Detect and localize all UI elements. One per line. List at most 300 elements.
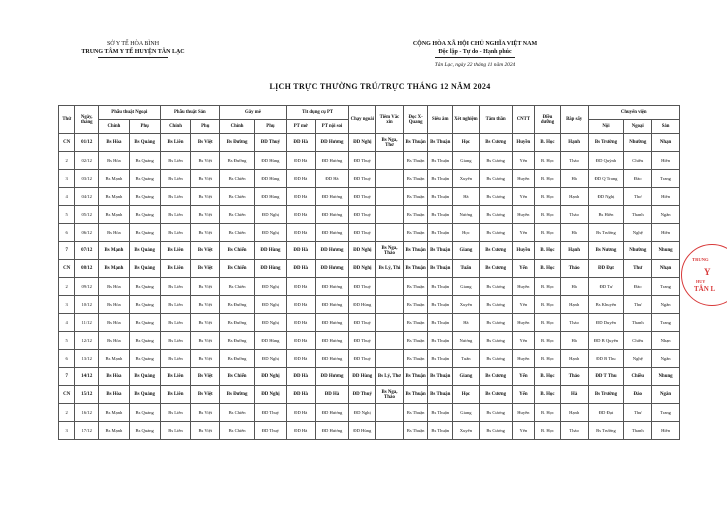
- table-cell: Bs Quảng: [129, 350, 160, 368]
- col-chuyen-vien-san: Sản: [652, 120, 680, 134]
- col-pt-ngoai-phu: Phụ: [129, 120, 160, 134]
- table-cell: Yến: [512, 422, 535, 440]
- table-cell: B. Học: [535, 404, 561, 422]
- table-cell: 2: [59, 404, 75, 422]
- col-gay-me-phu: Phụ: [255, 120, 287, 134]
- table-cell: 10/12: [75, 296, 99, 314]
- table-cell: Bs Thuận: [428, 332, 453, 350]
- table-cell: Bs Việt: [191, 314, 220, 332]
- motto-underline: [435, 57, 515, 58]
- table-cell: Bs Cương: [479, 170, 512, 188]
- table-row: [59, 332, 680, 350]
- table-cell: Bs Đường: [220, 134, 255, 152]
- table-cell: ĐD Hương: [315, 206, 349, 224]
- table-cell: B. Học: [535, 296, 561, 314]
- table-cell: Bs Cương: [479, 134, 512, 152]
- table-row: [59, 314, 680, 332]
- table-cell: B. Học: [535, 332, 561, 350]
- table-cell: ĐD Nghị: [255, 314, 287, 332]
- table-cell: ĐD Duyên: [588, 314, 624, 332]
- table-cell: Bs Việt: [191, 332, 220, 350]
- table-cell: ĐD Hương: [315, 188, 349, 206]
- table-cell: Bs Thuận: [403, 332, 428, 350]
- table-row: [59, 152, 680, 170]
- table-cell: Bs Hòa: [99, 332, 130, 350]
- table-cell: Nhường: [624, 242, 652, 260]
- table-cell: Bs Việt: [191, 260, 220, 278]
- col-tiem-vac-xin: Tiêm Vắc xin: [376, 106, 404, 134]
- table-cell: Bs Mạnh: [99, 422, 130, 440]
- table-cell: Bs Quảng: [129, 314, 160, 332]
- table-row: [59, 170, 680, 188]
- table-cell: Bs Hòa: [99, 278, 130, 296]
- table-cell: Huyền: [512, 206, 535, 224]
- table-cell: ĐD Hùng: [349, 368, 376, 386]
- table-cell: Bs Cương: [479, 260, 512, 278]
- document-date: Tân Lạc, ngày 22 tháng 11 năm 2024: [434, 62, 516, 68]
- table-cell: [376, 350, 404, 368]
- table-cell: ĐD Thuỷ: [255, 422, 287, 440]
- table-cell: 04/12: [75, 188, 99, 206]
- table-cell: Bs Liên: [160, 278, 191, 296]
- roster-body: [59, 134, 680, 440]
- table-cell: Bs Thuận: [403, 260, 428, 278]
- table-cell: Bs Hòa: [99, 386, 130, 404]
- table-cell: B. Học: [535, 206, 561, 224]
- table-cell: Bs Thuận: [428, 134, 453, 152]
- table-cell: Đào: [624, 278, 652, 296]
- table-cell: Bs Quảng: [129, 188, 160, 206]
- table-cell: 6: [59, 224, 75, 242]
- table-cell: Hiền: [652, 224, 680, 242]
- table-cell: ĐD Nghị: [255, 296, 287, 314]
- stamp-text-3: HUY: [696, 279, 706, 284]
- table-cell: Bs Thuận: [403, 314, 428, 332]
- table-cell: Bs Việt: [191, 170, 220, 188]
- table-cell: 4: [59, 314, 75, 332]
- table-cell: ĐD Đạt: [588, 404, 624, 422]
- table-cell: Bs Hiền: [588, 206, 624, 224]
- col-pt-san-phu: Phụ: [191, 120, 220, 134]
- table-cell: Giang: [453, 278, 480, 296]
- table-cell: ĐD Nghị: [255, 368, 287, 386]
- table-cell: Hạnh: [560, 296, 588, 314]
- table-cell: Huyền: [512, 404, 535, 422]
- table-cell: Bs Mạnh: [99, 260, 130, 278]
- col-group-gay-me: Gây mê: [220, 106, 287, 120]
- col-dieu-duong: Điều dưỡng: [535, 106, 561, 134]
- table-cell: Học: [453, 386, 480, 404]
- table-cell: Xuyến: [453, 296, 480, 314]
- table-cell: Bs Cương: [479, 386, 512, 404]
- table-cell: 3: [59, 422, 75, 440]
- table-cell: ĐD Hà: [286, 332, 315, 350]
- issuer-header: [18, 40, 248, 58]
- table-cell: Thư: [624, 260, 652, 278]
- table-cell: ĐD Nghị: [255, 224, 287, 242]
- col-xet-nghiem: Xét nghiệm: [453, 106, 480, 134]
- table-cell: 3: [59, 170, 75, 188]
- table-cell: Bs Quảng: [129, 224, 160, 242]
- table-cell: ĐD Hùng: [255, 188, 287, 206]
- table-cell: ĐD Q Trang: [588, 170, 624, 188]
- table-cell: 01/12: [75, 134, 99, 152]
- table-cell: B. Học: [535, 422, 561, 440]
- table-cell: Hiền: [652, 422, 680, 440]
- table-cell: Trang: [652, 278, 680, 296]
- table-cell: ĐD Hà: [286, 170, 315, 188]
- table-cell: 5: [59, 332, 75, 350]
- table-cell: Hà: [560, 386, 588, 404]
- table-cell: Huyền: [512, 170, 535, 188]
- table-cell: ĐD Thuỷ: [349, 386, 376, 404]
- table-cell: Bs Thuận: [428, 350, 453, 368]
- table-cell: Giang: [453, 152, 480, 170]
- table-cell: Bs Liên: [160, 152, 191, 170]
- table-cell: Học: [453, 224, 480, 242]
- table-cell: ĐD Hà: [286, 206, 315, 224]
- col-pt-san-chinh: Chính: [160, 120, 191, 134]
- table-cell: Bs Trường: [588, 422, 624, 440]
- table-cell: Yến: [512, 296, 535, 314]
- table-cell: Hiền: [652, 188, 680, 206]
- table-cell: Bs Thuận: [428, 422, 453, 440]
- table-cell: Bs Hòa: [99, 368, 130, 386]
- table-cell: ĐD Hùng: [349, 422, 376, 440]
- table-cell: ĐD Hương: [315, 296, 349, 314]
- table-cell: Bs Thuận: [428, 224, 453, 242]
- table-cell: Bs Việt: [191, 188, 220, 206]
- table-cell: ĐD Thuỷ: [349, 332, 376, 350]
- table-cell: Bs Liên: [160, 242, 191, 260]
- table-cell: ĐD Thuỷ: [255, 404, 287, 422]
- table-cell: Nhạn: [652, 260, 680, 278]
- table-cell: ĐD Hà: [286, 152, 315, 170]
- table-cell: [376, 278, 404, 296]
- table-cell: Bs Quảng: [129, 386, 160, 404]
- table-cell: Bs Liên: [160, 422, 191, 440]
- table-cell: ĐD B Thu: [588, 350, 624, 368]
- table-cell: Bs Việt: [191, 134, 220, 152]
- table-cell: ĐD Hà: [286, 260, 315, 278]
- table-cell: 12/12: [75, 332, 99, 350]
- table-cell: Chiều: [624, 368, 652, 386]
- table-cell: Bs Mạnh: [99, 170, 130, 188]
- table-cell: ĐD Thuỷ: [349, 188, 376, 206]
- issuer-parent-org: SỞ Y TẾ HÒA BÌNH: [106, 41, 160, 47]
- table-cell: Bs Đường: [220, 332, 255, 350]
- col-group-pt-san: Phẫu thuật Sản: [160, 106, 220, 120]
- header-row-1: [59, 106, 680, 120]
- table-cell: ĐD Hương: [315, 422, 349, 440]
- stamp-text-1: TRUNG: [692, 257, 709, 262]
- table-cell: B. Học: [535, 368, 561, 386]
- table-cell: Bs Việt: [191, 350, 220, 368]
- table-cell: 02/12: [75, 152, 99, 170]
- table-cell: Bs Đường: [220, 296, 255, 314]
- table-cell: Bs Cương: [479, 350, 512, 368]
- table-cell: Hạnh: [560, 188, 588, 206]
- table-cell: 7: [59, 242, 75, 260]
- table-cell: [376, 404, 404, 422]
- table-cell: ĐD B Quyên: [588, 332, 624, 350]
- table-cell: Giang: [453, 404, 480, 422]
- table-cell: Bs Liên: [160, 350, 191, 368]
- table-cell: ĐD Hà: [286, 296, 315, 314]
- col-ngay: Ngày, tháng: [75, 106, 99, 134]
- issuer-org: TRUNG TÂM Y TẾ HUYỆN TÂN LẠC: [81, 49, 185, 55]
- table-cell: Bs Nga, Thơ: [376, 134, 404, 152]
- table-cell: Bs Khuyến: [588, 296, 624, 314]
- table-cell: [376, 188, 404, 206]
- table-cell: Bs Đường: [220, 350, 255, 368]
- table-cell: Thảo: [560, 314, 588, 332]
- table-cell: Bs Cương: [479, 278, 512, 296]
- table-cell: 2: [59, 278, 75, 296]
- table-cell: Ngân: [652, 350, 680, 368]
- table-cell: 16/12: [75, 404, 99, 422]
- table-cell: Bs Thuận: [403, 368, 428, 386]
- table-cell: ĐD Nghị: [349, 260, 376, 278]
- table-row: [59, 242, 680, 260]
- table-cell: B. Học: [535, 170, 561, 188]
- table-cell: Xuyến: [453, 170, 480, 188]
- table-cell: Hà: [453, 188, 480, 206]
- table-cell: ĐD Nghị: [349, 134, 376, 152]
- table-cell: 4: [59, 188, 75, 206]
- table-cell: Bs Thuận: [403, 188, 428, 206]
- table-cell: Bs Quảng: [129, 170, 160, 188]
- table-cell: Bs Mạnh: [99, 404, 130, 422]
- table-cell: Huyền: [512, 278, 535, 296]
- col-group-dung-cu: Tit dụng cụ PT: [286, 106, 349, 120]
- table-cell: Thanh: [624, 206, 652, 224]
- table-cell: Bs Thuận: [428, 206, 453, 224]
- table-cell: Bs Cương: [479, 332, 512, 350]
- table-cell: Nhạn: [652, 332, 680, 350]
- table-cell: Yến: [512, 386, 535, 404]
- table-cell: ĐD Hùng: [255, 260, 287, 278]
- table-cell: Ngân: [652, 386, 680, 404]
- table-cell: Bs Thuận: [403, 134, 428, 152]
- table-cell: ĐD Nghị: [255, 386, 287, 404]
- table-cell: Bs Thuận: [428, 368, 453, 386]
- table-cell: Bs Thuận: [428, 404, 453, 422]
- table-cell: ĐD Hương: [315, 242, 349, 260]
- table-row: [59, 296, 680, 314]
- document-title: LỊCH TRỰC THƯỜNG TRÚ/TRỰC THÁNG 12 NĂM 2024: [269, 82, 491, 91]
- table-cell: ĐD Hà: [315, 170, 349, 188]
- table-cell: Thanh: [624, 422, 652, 440]
- table-cell: Bs Đường: [220, 152, 255, 170]
- table-cell: ĐD Thuỷ: [349, 206, 376, 224]
- table-cell: [376, 206, 404, 224]
- table-cell: ĐD Hà: [286, 350, 315, 368]
- col-doc-x-quang: Đọc X-Quang: [403, 106, 428, 134]
- table-cell: [376, 332, 404, 350]
- table-cell: Bs Hòa: [99, 224, 130, 242]
- table-cell: Thảo: [560, 368, 588, 386]
- table-cell: Thơ: [624, 188, 652, 206]
- table-cell: ĐD Hương: [315, 260, 349, 278]
- table-cell: ĐD Hương: [315, 368, 349, 386]
- table-cell: CN: [59, 386, 75, 404]
- table-cell: 2: [59, 152, 75, 170]
- table-cell: Bs Thuận: [428, 296, 453, 314]
- table-cell: Nhung: [652, 242, 680, 260]
- col-pt-mo: PT mở: [286, 120, 315, 134]
- table-cell: Hà: [560, 170, 588, 188]
- table-cell: Bs Liên: [160, 404, 191, 422]
- table-cell: B. Học: [535, 314, 561, 332]
- table-cell: Bs Nga, Thảo: [376, 242, 404, 260]
- table-cell: Giang: [453, 368, 480, 386]
- table-cell: Thảo: [560, 206, 588, 224]
- table-row: [59, 188, 680, 206]
- table-cell: Bs Trường: [588, 386, 624, 404]
- table-cell: Bs Chiến: [220, 422, 255, 440]
- col-pt-noi-soi: PT nội soi: [315, 120, 349, 134]
- table-cell: Bs Chiến: [220, 188, 255, 206]
- col-thu: Thứ: [59, 106, 75, 134]
- table-cell: 3: [59, 296, 75, 314]
- table-cell: Bs Chiến: [220, 404, 255, 422]
- table-cell: ĐD Hương: [315, 314, 349, 332]
- table-cell: ĐD Thuỷ: [349, 314, 376, 332]
- table-cell: Nhạn: [652, 134, 680, 152]
- col-bap-say: Bắp sấy: [560, 106, 588, 134]
- table-cell: [376, 224, 404, 242]
- col-chay-ngoai: Chạy ngoài: [349, 106, 376, 134]
- table-cell: ĐD Nghị: [588, 188, 624, 206]
- table-cell: Bs Liên: [160, 188, 191, 206]
- table-cell: Thảo: [560, 422, 588, 440]
- table-cell: Nghệ: [624, 224, 652, 242]
- table-cell: CN: [59, 260, 75, 278]
- table-cell: Thư: [624, 296, 652, 314]
- table-cell: 17/12: [75, 422, 99, 440]
- table-cell: ĐD Hà: [286, 188, 315, 206]
- table-cell: Xuyến: [453, 422, 480, 440]
- col-group-pt-ngoai: Phẫu thuật Ngoại: [99, 106, 161, 120]
- table-cell: 5: [59, 206, 75, 224]
- issuer-underline: [98, 57, 168, 58]
- table-cell: Bs Thuận: [403, 386, 428, 404]
- table-cell: Bs Cương: [479, 422, 512, 440]
- table-cell: Hạnh: [560, 242, 588, 260]
- table-cell: Bs Nương: [588, 242, 624, 260]
- table-cell: Bs Trường: [588, 134, 624, 152]
- table-cell: ĐD Nghị: [255, 350, 287, 368]
- table-cell: ĐD Hà: [286, 422, 315, 440]
- table-cell: Bs Liên: [160, 260, 191, 278]
- table-cell: Bs Thuận: [403, 404, 428, 422]
- table-cell: Hạnh: [560, 404, 588, 422]
- table-cell: Nương: [453, 206, 480, 224]
- nation-name: CỘNG HÒA XÃ HỘI CHỦ NGHĨA VIỆT NAM: [412, 41, 538, 47]
- table-cell: ĐD Hùng: [255, 152, 287, 170]
- table-cell: B. Học: [535, 134, 561, 152]
- table-cell: Yến: [512, 224, 535, 242]
- table-cell: [376, 296, 404, 314]
- table-cell: Chiều: [624, 332, 652, 350]
- table-cell: Bs Quảng: [129, 422, 160, 440]
- col-cntt: CNTT: [512, 106, 535, 134]
- table-cell: Bs Đường: [220, 314, 255, 332]
- table-cell: Bs Liên: [160, 224, 191, 242]
- table-cell: Bs Quảng: [129, 404, 160, 422]
- stamp-text-4: TÂN L: [694, 285, 716, 293]
- table-cell: ĐD Hà: [286, 278, 315, 296]
- table-cell: Bs Thuận: [403, 152, 428, 170]
- table-cell: Bs Hòa: [99, 152, 130, 170]
- table-cell: ĐD Tư: [588, 278, 624, 296]
- table-cell: Thảo: [560, 260, 588, 278]
- table-cell: Trang: [652, 404, 680, 422]
- national-header: [390, 40, 560, 69]
- table-cell: Bs Thuận: [428, 152, 453, 170]
- table-cell: B. Học: [535, 152, 561, 170]
- table-cell: Bs Thuận: [428, 278, 453, 296]
- table-cell: Bs Việt: [191, 242, 220, 260]
- table-cell: ĐD Hà: [286, 242, 315, 260]
- table-row: [59, 206, 680, 224]
- table-cell: ĐD Hà: [286, 224, 315, 242]
- table-cell: Bs Quảng: [129, 278, 160, 296]
- table-cell: ĐD Hà: [315, 386, 349, 404]
- table-row: [59, 386, 680, 404]
- table-cell: Ngân: [652, 296, 680, 314]
- table-cell: Hiền: [652, 152, 680, 170]
- table-cell: Bs Chiến: [220, 260, 255, 278]
- table-cell: ĐD Hương: [315, 152, 349, 170]
- table-cell: Yến: [512, 260, 535, 278]
- table-cell: Bs Cương: [479, 296, 512, 314]
- table-cell: Bs Việt: [191, 278, 220, 296]
- col-sieu-am: Siêu âm: [428, 106, 453, 134]
- table-cell: Hạnh: [560, 134, 588, 152]
- table-cell: Huyền: [512, 242, 535, 260]
- table-cell: Bs Thuận: [403, 242, 428, 260]
- table-row: [59, 278, 680, 296]
- table-cell: ĐD Thuỷ: [255, 134, 287, 152]
- table-cell: Yến: [512, 152, 535, 170]
- table-cell: Bs Chiến: [220, 206, 255, 224]
- table-cell: 6: [59, 350, 75, 368]
- table-cell: Bs Việt: [191, 422, 220, 440]
- table-cell: ĐD Hùng: [349, 296, 376, 314]
- table-cell: Bs Mạnh: [99, 242, 130, 260]
- table-cell: Bs Thuận: [428, 188, 453, 206]
- stamp-text-2: Y: [704, 267, 711, 277]
- table-cell: Yến: [512, 332, 535, 350]
- table-cell: Bs Chiến: [220, 278, 255, 296]
- table-cell: Bs Cương: [479, 152, 512, 170]
- table-cell: Đào: [624, 170, 652, 188]
- table-cell: Nương: [453, 332, 480, 350]
- table-cell: Bs Lý, Thơ: [376, 368, 404, 386]
- table-cell: B. Học: [535, 242, 561, 260]
- table-cell: ĐD Đạt: [588, 260, 624, 278]
- table-cell: Bs Việt: [191, 206, 220, 224]
- table-cell: Bs Thuận: [403, 278, 428, 296]
- table-cell: Bs Cương: [479, 242, 512, 260]
- table-cell: [376, 422, 404, 440]
- table-cell: Bs Thuận: [403, 206, 428, 224]
- table-cell: ĐD Hà: [286, 386, 315, 404]
- table-cell: Nhung: [652, 368, 680, 386]
- table-cell: Bs Quảng: [129, 368, 160, 386]
